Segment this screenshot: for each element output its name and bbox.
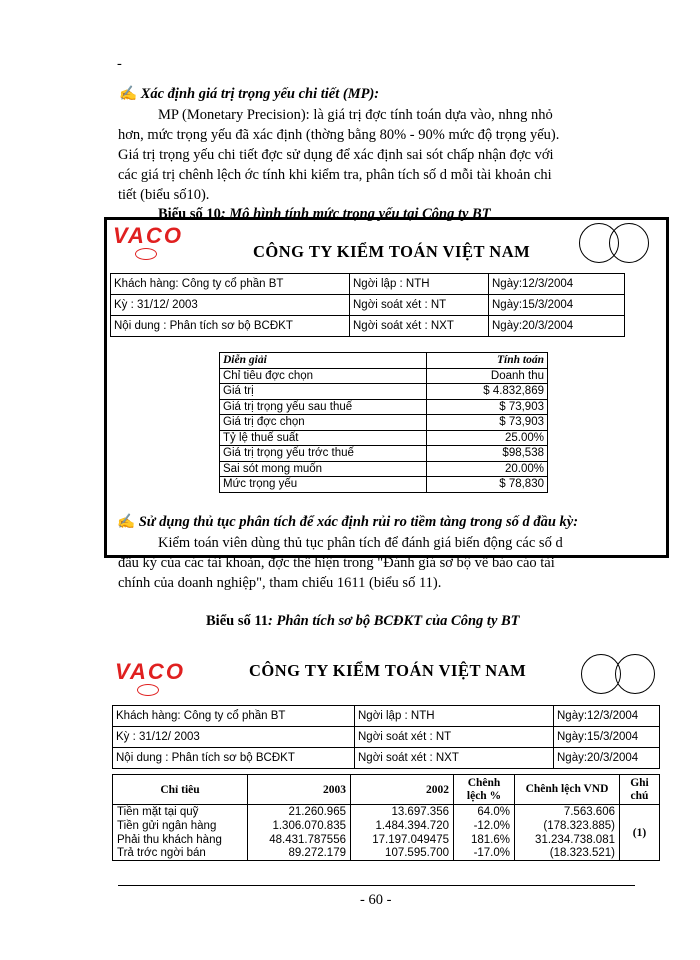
- table-row: [220, 461, 548, 477]
- table-row: [220, 446, 548, 462]
- info-cell: Nội dung : Phân tích sơ bộ BCĐKT: [111, 316, 350, 337]
- cell: Tiền mặt tại quỹ: [113, 805, 248, 819]
- exhibit11-caption-title: : Phân tích sơ bộ BCĐKT của Công ty BT: [268, 613, 520, 629]
- cell: Giá trị trọng yếu sau thuế: [220, 399, 427, 415]
- exhibit10-info-table: [110, 273, 625, 337]
- note-cell: (1): [620, 805, 660, 861]
- cell: Giá trị đợc chọn: [220, 415, 427, 431]
- table-row: [220, 399, 548, 415]
- cell: 48.431.787556: [248, 833, 351, 847]
- info-cell: Ngày:20/3/2004: [554, 748, 660, 769]
- header-cell: Chỉ tiêu: [113, 775, 248, 805]
- header-cell: Chênh lệch VND: [515, 775, 620, 805]
- header-cell: 2002: [351, 775, 454, 805]
- info-cell: Ngày:15/3/2004: [489, 295, 625, 316]
- info-cell: Ngời lập : NTH: [350, 274, 489, 295]
- pencil-icon: ✍: [119, 86, 138, 102]
- cell: 31.234.738.081: [515, 833, 620, 847]
- exhibit11-caption-prefix: Biểu số 11: [206, 613, 269, 629]
- info-cell: Ngày:12/3/2004: [554, 706, 660, 727]
- top-dash: -: [117, 56, 122, 72]
- cell: Tỷ lệ thuế suất: [220, 430, 427, 446]
- cell: 25.00%: [427, 430, 548, 446]
- section2-line-2: đầu kỳ của các tài khoản, đợc thể hiện trong "Đánh giá sơ bộ về báo cáo tài: [118, 555, 555, 571]
- header-cell: Ghi chú: [620, 775, 660, 805]
- cell: Giá trị trọng yếu trớc thuế: [220, 446, 427, 462]
- cell: $ 4.832,869: [427, 384, 548, 400]
- section1-line-4: các giá trị chênh lệch ớc tính khi kiểm tra, phân tích số d mỗi tài khoản chi: [118, 167, 552, 183]
- cell: 17.197.049475: [351, 833, 454, 847]
- info-cell: Ngời soát xét : NT: [350, 295, 489, 316]
- cell: 1.306.070.835: [248, 819, 351, 833]
- cell: Chỉ tiêu đợc chọn: [220, 368, 427, 384]
- section1-heading-text: Xác định giá trị trọng yếu chi tiết (MP):: [140, 86, 380, 102]
- info-row: [111, 274, 625, 295]
- pencil-icon: ✍: [117, 514, 136, 530]
- section2-heading-text: Sử dụng thủ tục phân tích để xác định rủi ro tiềm tàng trong số d đầu kỳ:: [138, 514, 579, 530]
- table-row: [220, 368, 548, 384]
- cell: 64.0%: [454, 805, 515, 819]
- cell: 20.00%: [427, 461, 548, 477]
- section1-line-1: MP (Monetary Precision): là giá trị đợc tính toán dựa vào, nhng nhỏ: [158, 107, 553, 123]
- footer-rule: [118, 885, 635, 886]
- exhibit11-caption: [206, 611, 520, 631]
- exhibit10-caption-title: : Mô hình tính mức trọng yếu tại Công ty BT: [220, 206, 491, 222]
- vaco-logo: VACO: [115, 659, 185, 684]
- cell: Trả trớc ngời bán: [113, 847, 248, 861]
- table-header-row: [113, 775, 660, 805]
- cell: -12.0%: [454, 819, 515, 833]
- vaco-logo-mark: [137, 684, 159, 696]
- cell: Mức trọng yếu: [220, 477, 427, 493]
- cell: Tiền gửi ngân hàng: [113, 819, 248, 833]
- info-cell: Ngời soát xét : NXT: [355, 748, 554, 769]
- info-row: [113, 748, 660, 769]
- info-row: [111, 295, 625, 316]
- cell: (178.323.885): [515, 819, 620, 833]
- cell: $ 78,830: [427, 477, 548, 493]
- info-cell: Ngày:20/3/2004: [489, 316, 625, 337]
- cell: Doanh thu: [427, 368, 548, 384]
- cell: -17.0%: [454, 847, 515, 861]
- table-row: [220, 384, 548, 400]
- table-row: [220, 430, 548, 446]
- section2-line-1: Kiểm toán viên dùng thủ tục phân tích để đánh giá biến động các số d: [158, 535, 563, 551]
- cell: 7.563.606: [515, 805, 620, 819]
- cell: 13.697.356: [351, 805, 454, 819]
- table-row: [220, 415, 548, 431]
- cell: Phải thu khách hàng: [113, 833, 248, 847]
- cell: Giá trị: [220, 384, 427, 400]
- info-cell: Ngời lập : NTH: [355, 706, 554, 727]
- exhibit10-caption-prefix: Biểu số 10: [158, 206, 221, 222]
- info-cell: Ngày:12/3/2004: [489, 274, 625, 295]
- info-row: [113, 706, 660, 727]
- section1-heading: [119, 84, 379, 104]
- cell: 21.260.965: [248, 805, 351, 819]
- header-cell: 2003: [248, 775, 351, 805]
- info-cell: Kỳ : 31/12/ 2003: [113, 727, 355, 748]
- exhibit11-info-table: [112, 705, 660, 769]
- table-row: [113, 819, 660, 833]
- circle-logo-right: [615, 654, 655, 694]
- page-number: - 60 -: [360, 892, 392, 908]
- header-cell: Diễn giải: [220, 353, 427, 369]
- header-cell: Tính toán: [427, 353, 548, 369]
- info-cell: Nội dung : Phân tích sơ bộ BCĐKT: [113, 748, 355, 769]
- circle-logo-right: [609, 223, 649, 263]
- balance-analysis-table: [112, 774, 660, 861]
- table-row: [220, 477, 548, 493]
- info-cell: Ngời soát xét : NT: [355, 727, 554, 748]
- table-header-row: [220, 353, 548, 369]
- vaco-logo: VACO: [113, 223, 183, 248]
- table-row: [113, 833, 660, 847]
- cell: 107.595.700: [351, 847, 454, 861]
- section1-line-2: hơn, mức trọng yếu đã xác định (thờng bằng 80% - 90% mức độ trọng yếu).: [118, 127, 560, 143]
- info-cell: Ngày:15/3/2004: [554, 727, 660, 748]
- cell: $98,538: [427, 446, 548, 462]
- cell: $ 73,903: [427, 415, 548, 431]
- header-cell: Chênh lệch %: [454, 775, 515, 805]
- materiality-table: [219, 352, 548, 493]
- info-cell: Khách hàng: Công ty cổ phần BT: [113, 706, 355, 727]
- section2-heading: [117, 512, 578, 532]
- exhibit11-company: CÔNG TY KIỂM TOÁN VIỆT NAM: [249, 661, 527, 680]
- section2-line-3: chính của doanh nghiệp", tham chiếu 1611 (biểu số 11).: [118, 575, 442, 591]
- cell: Sai sót mong muốn: [220, 461, 427, 477]
- cell: (18.323.521): [515, 847, 620, 861]
- info-cell: Ngời soát xét : NXT: [350, 316, 489, 337]
- exhibit10-company: CÔNG TY KIỂM TOÁN VIỆT NAM: [253, 242, 531, 261]
- vaco-logo-mark: [135, 248, 157, 260]
- table-row: [113, 805, 660, 819]
- cell: 89.272.179: [248, 847, 351, 861]
- table-row: [113, 847, 660, 861]
- cell: $ 73,903: [427, 399, 548, 415]
- section1-line-3: Giá trị trọng yếu chi tiết đợc sử dụng để xác định sai sót chấp nhận đợc với: [118, 147, 554, 163]
- info-row: [111, 316, 625, 337]
- cell: 1.484.394.720: [351, 819, 454, 833]
- cell: 181.6%: [454, 833, 515, 847]
- info-cell: Kỳ : 31/12/ 2003: [111, 295, 350, 316]
- section1-line-5: tiết (biểu số10).: [118, 187, 210, 203]
- info-cell: Khách hàng: Công ty cổ phần BT: [111, 274, 350, 295]
- info-row: [113, 727, 660, 748]
